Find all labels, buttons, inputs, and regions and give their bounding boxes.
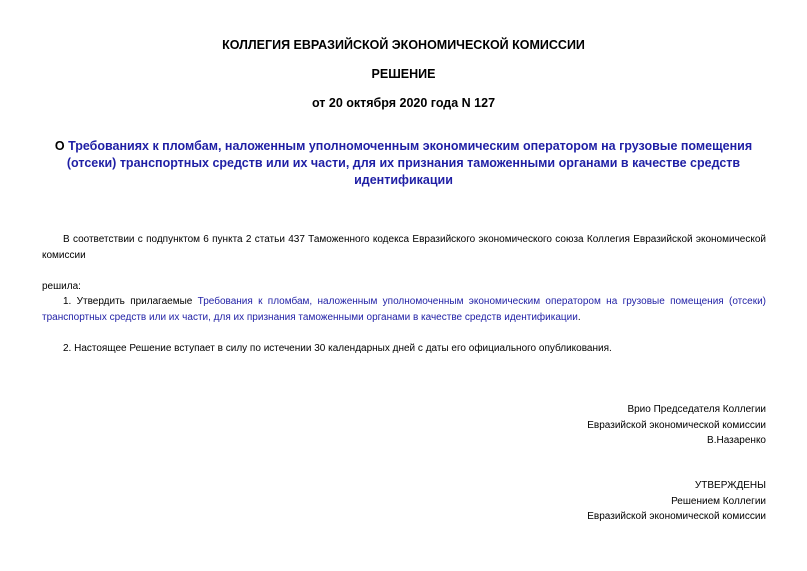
signature-block xyxy=(587,402,766,449)
document-type-heading: РЕШЕНИЕ xyxy=(371,67,436,81)
date-number-heading: от 20 октября 2020 года N 127 xyxy=(311,96,496,110)
subject-prefix: О xyxy=(54,139,69,153)
item-1-prefix: 1. Утвердить прилагаемые xyxy=(63,296,198,307)
signature-position: Врио Председателя Коллегии xyxy=(627,404,766,415)
item-1-paragraph xyxy=(42,294,766,325)
resolved-label: решила: xyxy=(42,281,81,292)
approval-block xyxy=(587,478,766,525)
subject-requirements-link[interactable]: Требованиях к пломбам, наложенным уполномоченным экономическим оператором на грузовые помещения (отсеки) транспортных средств или их части, для их признания таможенными органами в качестве средств идентификации xyxy=(66,139,753,187)
basis-paragraph: В соответствии с подпунктом 6 пункта 2 статьи 437 Таможенного кодекса Евразийского экономического союза Коллегия Евразийской экономической комиссии xyxy=(42,234,766,261)
item-1-requirements-link[interactable]: Требования к пломбам, наложенным уполномоченным экономическим оператором на грузовые помещения (отсеки) транспортных средств или их части, для их признания таможенными органами в качестве средств идентификации xyxy=(42,296,766,323)
document-subject xyxy=(50,138,757,189)
item-2-paragraph: 2. Настоящее Решение вступает в силу по истечении 30 календарных дней с даты его официального опубликования. xyxy=(63,343,612,354)
signature-organization: Евразийской экономической комиссии xyxy=(587,419,766,431)
organization-heading: КОЛЛЕГИЯ ЕВРАЗИЙСКОЙ ЭКОНОМИЧЕСКОЙ КОМИССИИ xyxy=(222,38,585,52)
approval-title: УТВЕРЖДЕНЫ xyxy=(694,480,766,491)
signature-name: В.Назаренко xyxy=(707,435,766,446)
approval-organization: Евразийской экономической комиссии xyxy=(587,511,766,522)
item-1-suffix: . xyxy=(577,311,581,323)
approval-by: Решением Коллегии xyxy=(671,495,766,507)
